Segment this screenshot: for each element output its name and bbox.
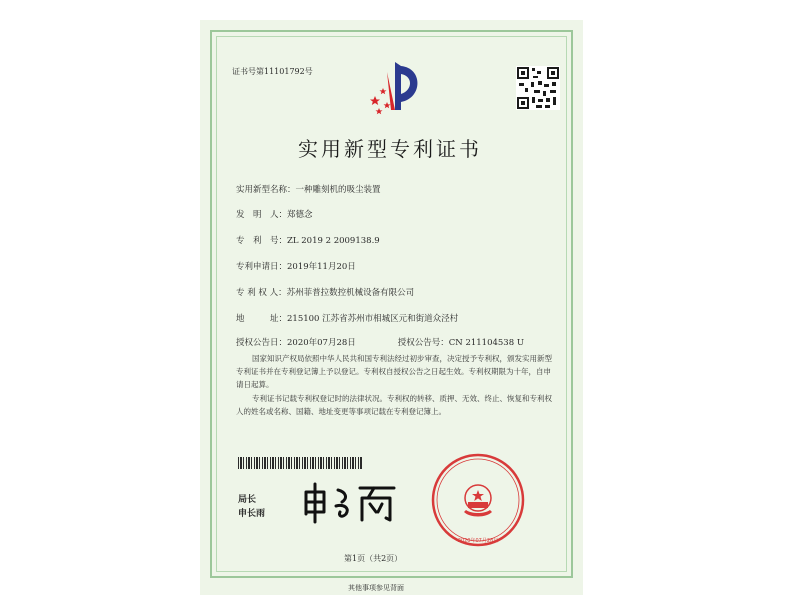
field-value: 215100 江苏省苏州市相城区元和街道众泾村 (287, 314, 459, 324)
back-note: 其他事项参见背面 (348, 584, 404, 592)
patent-office-logo (365, 58, 427, 116)
field-value: ZL 2019 2 2009138.9 (287, 236, 380, 246)
official-seal (430, 452, 526, 548)
field-label: 专 利 号： (236, 236, 288, 246)
grant-row (236, 336, 524, 348)
barcode (238, 457, 362, 469)
grant-paragraph: 国家知识产权局依照中华人民共和国专利法经过初步审查，决定授予专利权，颁发实用新型专利证书并在专利登记簿上予以登记。专利权自授权公告之日起生效。专利权期限为十年，自申请日起算。 (236, 354, 552, 389)
field-value: 一种雕刻机的吸尘装置 (295, 185, 381, 195)
field-value: 苏州菲普拉数控机械设备有限公司 (286, 288, 415, 298)
field-row (236, 286, 414, 298)
certificate-title: 实用新型专利证书 (298, 137, 482, 161)
field-label: 发 明 人： (236, 210, 288, 220)
page-footer: 第1页（共2页） (344, 554, 403, 563)
signer-title: 局长 (238, 495, 257, 505)
field-row (236, 208, 313, 220)
field-row (236, 183, 381, 195)
field-value: 郑德念 (287, 210, 313, 220)
signature (298, 478, 398, 528)
grant-date-label: 授权公告日： (236, 338, 288, 348)
field-value: 2019年11月20日 (287, 262, 356, 272)
field-row (236, 312, 458, 324)
grant-number-label: 授权公告号： (397, 338, 449, 348)
signer-name: 申长雨 (238, 509, 266, 519)
certificate-number: 证书号第11101792号 (232, 67, 313, 76)
field-row (236, 260, 356, 272)
field-label: 专利申请日： (236, 262, 288, 272)
qr-code (516, 66, 560, 110)
grant-number: CN 211104538 U (448, 338, 524, 348)
field-label: 专 利 权 人： (236, 288, 287, 298)
notice-paragraph: 专利证书记载专利权登记时的法律状况。专利权的转移、质押、无效、终止、恢复和专利权人的姓名或名称、国籍、地址变更等事项记载在专利登记簿上。 (236, 394, 552, 416)
grant-date: 2020年07月28日 (287, 338, 356, 348)
field-label: 实用新型名称： (236, 185, 296, 195)
field-label: 地 址： (236, 314, 288, 324)
field-row (236, 234, 380, 246)
svg-text:2020年07月28日: 2020年07月28日 (457, 538, 499, 544)
